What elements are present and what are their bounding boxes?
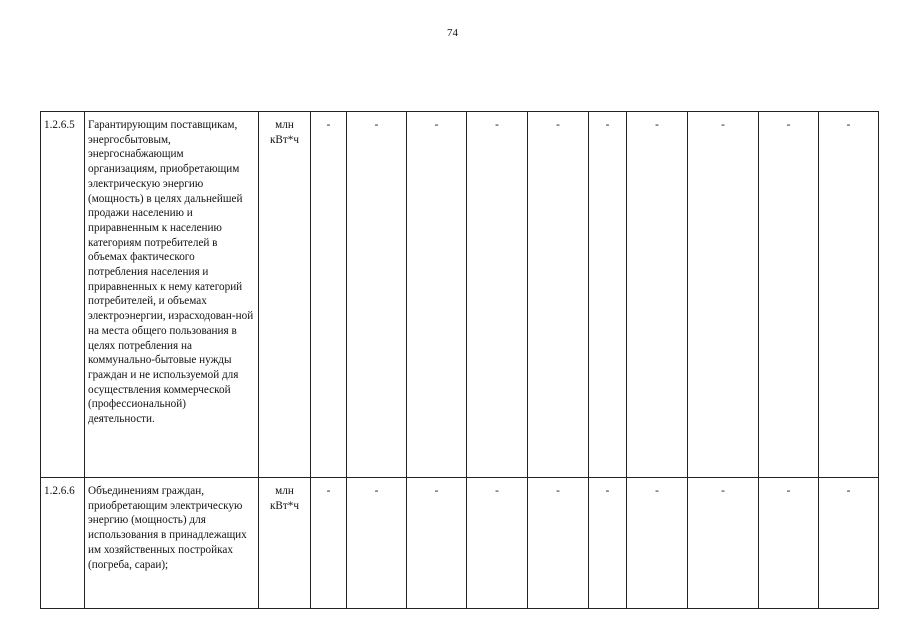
table-row xyxy=(41,112,879,478)
table-row xyxy=(41,478,879,609)
row-unit: млн кВт*ч xyxy=(259,112,311,478)
tariff-table xyxy=(40,111,879,609)
value-cell: - xyxy=(627,112,688,478)
value-cell: - xyxy=(688,112,759,478)
value-cell: - xyxy=(407,112,467,478)
value-cell: - xyxy=(467,112,528,478)
page-number: 74 xyxy=(447,27,458,39)
value-cell: - xyxy=(819,478,879,609)
value-cell: - xyxy=(528,112,589,478)
value-cell: - xyxy=(589,112,627,478)
value-cell: - xyxy=(347,112,407,478)
row-description: Объединениям граждан, приобретающим электрическую энергию (мощность) для использования в принадлежащих им хозяйственных постройках (погреба, сараи); xyxy=(85,478,259,609)
value-cell: - xyxy=(407,478,467,609)
row-unit: млн кВт*ч xyxy=(259,478,311,609)
row-code: 1.2.6.5 xyxy=(41,112,85,478)
value-cell: - xyxy=(688,478,759,609)
row-description: Гарантирующим поставщикам, энергосбытовым, энергоснабжающим организациям, приобретающим электрическую энергию (мощность) в целях дальнейшей продажи населению и приравненным к населению категориям потребителей в объемах фактического потребления населения и приравненных к нему категорий потребителей, и объемах электроэнергии, израсходован-ной на места общего пользования в целях потребления на коммунально-бытовые нужды граждан и не используемой для осуществления коммерческой (профессиональной) деятельности. xyxy=(85,112,259,478)
value-cell: - xyxy=(759,478,819,609)
value-cell: - xyxy=(311,112,347,478)
value-cell: - xyxy=(627,478,688,609)
value-cell: - xyxy=(759,112,819,478)
value-cell: - xyxy=(528,478,589,609)
value-cell: - xyxy=(467,478,528,609)
value-cell: - xyxy=(589,478,627,609)
value-cell: - xyxy=(347,478,407,609)
value-cell: - xyxy=(311,478,347,609)
value-cell: - xyxy=(819,112,879,478)
row-code: 1.2.6.6 xyxy=(41,478,85,609)
